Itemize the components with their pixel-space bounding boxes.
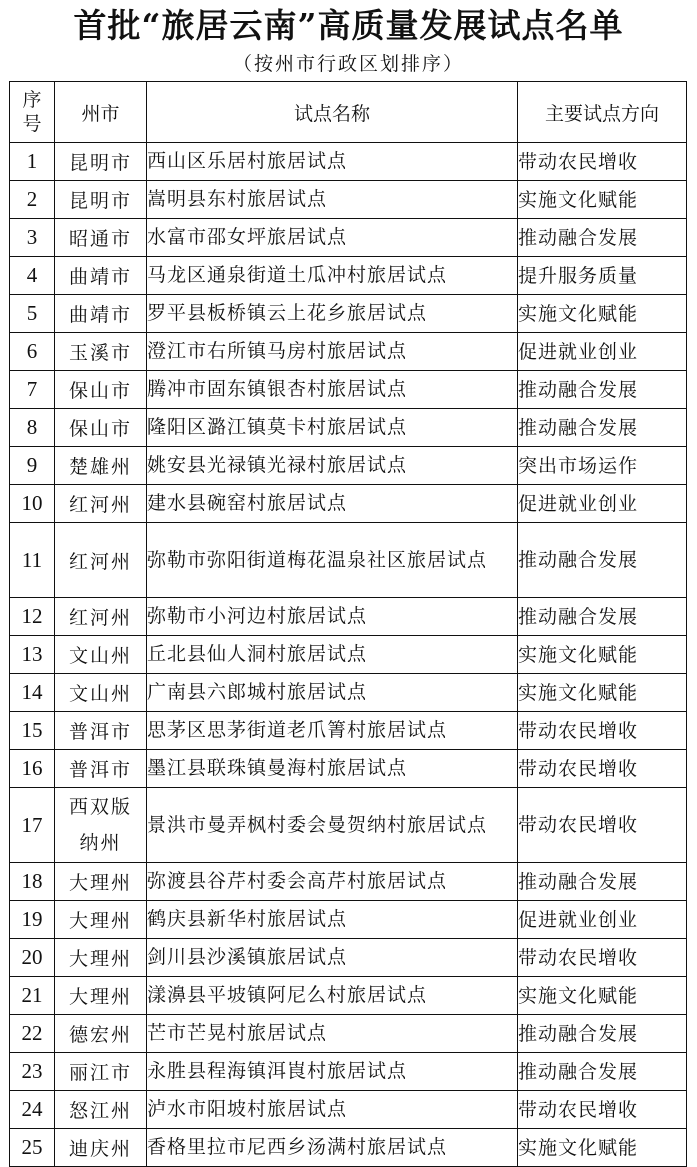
table-header-row — [10, 82, 687, 143]
cell-pilot-name: 隆阳区潞江镇莫卡村旅居试点 — [147, 409, 518, 447]
cell-serial-number: 17 — [10, 788, 55, 863]
cell-city-line1: 西双版 — [68, 796, 132, 818]
pilot-list-table — [9, 81, 687, 1167]
document-subtitle: （按州市行政区划排序） — [232, 53, 464, 75]
table-row — [10, 523, 687, 598]
cell-serial-number: 20 — [10, 939, 55, 977]
cell-city: 文山州 — [55, 636, 147, 674]
cell-direction: 实施文化赋能 — [518, 674, 687, 712]
header-serial-line1: 序 — [22, 89, 42, 111]
cell-serial-number: 6 — [10, 333, 55, 371]
cell-serial-number: 25 — [10, 1129, 55, 1167]
cell-city: 怒江州 — [55, 1091, 147, 1129]
cell-serial-number: 19 — [10, 901, 55, 939]
cell-direction: 带动农民增收 — [518, 750, 687, 788]
table-row — [10, 181, 687, 219]
cell-city: 德宏州 — [55, 1015, 147, 1053]
cell-direction: 实施文化赋能 — [518, 977, 687, 1015]
cell-direction: 实施文化赋能 — [518, 295, 687, 333]
cell-city: 红河州 — [55, 523, 147, 598]
cell-direction: 推动融合发展 — [518, 863, 687, 901]
cell-city: 大理州 — [55, 901, 147, 939]
cell-serial-number: 13 — [10, 636, 55, 674]
cell-city — [55, 788, 147, 863]
cell-city: 曲靖市 — [55, 295, 147, 333]
cell-serial-number: 18 — [10, 863, 55, 901]
cell-pilot-name: 香格里拉市尼西乡汤满村旅居试点 — [147, 1129, 518, 1167]
cell-direction: 突出市场运作 — [518, 447, 687, 485]
cell-pilot-name: 弥渡县谷芹村委会高芹村旅居试点 — [147, 863, 518, 901]
cell-direction: 带动农民增收 — [518, 788, 687, 863]
cell-direction: 带动农民增收 — [518, 1091, 687, 1129]
cell-serial-number: 7 — [10, 371, 55, 409]
cell-pilot-name: 剑川县沙溪镇旅居试点 — [147, 939, 518, 977]
cell-city: 楚雄州 — [55, 447, 147, 485]
table-row — [10, 409, 687, 447]
cell-city: 保山市 — [55, 371, 147, 409]
cell-serial-number: 16 — [10, 750, 55, 788]
table-row — [10, 598, 687, 636]
cell-serial-number: 3 — [10, 219, 55, 257]
cell-pilot-name: 弥勒市小河边村旅居试点 — [147, 598, 518, 636]
cell-city: 红河州 — [55, 485, 147, 523]
cell-city: 普洱市 — [55, 712, 147, 750]
cell-direction: 推动融合发展 — [518, 409, 687, 447]
cell-serial-number: 11 — [10, 523, 55, 598]
cell-city: 曲靖市 — [55, 257, 147, 295]
cell-city: 昭通市 — [55, 219, 147, 257]
cell-city: 红河州 — [55, 598, 147, 636]
table-row — [10, 447, 687, 485]
cell-serial-number: 15 — [10, 712, 55, 750]
cell-serial-number: 24 — [10, 1091, 55, 1129]
cell-direction: 推动融合发展 — [518, 598, 687, 636]
table-row — [10, 371, 687, 409]
cell-serial-number: 22 — [10, 1015, 55, 1053]
cell-city: 丽江市 — [55, 1053, 147, 1091]
cell-direction: 推动融合发展 — [518, 371, 687, 409]
table-row — [10, 977, 687, 1015]
cell-city-line2: 纳州 — [79, 832, 122, 854]
cell-direction: 实施文化赋能 — [518, 1129, 687, 1167]
cell-pilot-name: 腾冲市固东镇银杏村旅居试点 — [147, 371, 518, 409]
cell-pilot-name: 弥勒市弥阳街道梅花温泉社区旅居试点 — [147, 523, 518, 598]
table-row — [10, 485, 687, 523]
cell-pilot-name: 漾濞县平坡镇阿尼么村旅居试点 — [147, 977, 518, 1015]
cell-pilot-name: 泸水市阳坡村旅居试点 — [147, 1091, 518, 1129]
cell-pilot-name: 澄江市右所镇马房村旅居试点 — [147, 333, 518, 371]
table-body — [10, 143, 687, 1167]
cell-direction: 推动融合发展 — [518, 523, 687, 598]
table-row — [10, 143, 687, 181]
cell-serial-number: 9 — [10, 447, 55, 485]
table-row — [10, 1091, 687, 1129]
cell-serial-number: 1 — [10, 143, 55, 181]
document-title: 首批“旅居云南”高质量发展试点名单 — [73, 6, 624, 45]
cell-pilot-name: 姚安县光禄镇光禄村旅居试点 — [147, 447, 518, 485]
cell-city: 昆明市 — [55, 143, 147, 181]
cell-city: 普洱市 — [55, 750, 147, 788]
cell-city: 大理州 — [55, 977, 147, 1015]
table-row — [10, 1129, 687, 1167]
cell-pilot-name: 墨江县联珠镇曼海村旅居试点 — [147, 750, 518, 788]
table-row — [10, 257, 687, 295]
cell-pilot-name: 水富市邵女坪旅居试点 — [147, 219, 518, 257]
cell-serial-number: 12 — [10, 598, 55, 636]
cell-direction: 实施文化赋能 — [518, 181, 687, 219]
cell-pilot-name: 鹤庆县新华村旅居试点 — [147, 901, 518, 939]
cell-serial-number: 5 — [10, 295, 55, 333]
table-row — [10, 712, 687, 750]
cell-direction: 带动农民增收 — [518, 939, 687, 977]
header-pilot-name: 试点名称 — [147, 82, 518, 143]
header-serial-line2: 号 — [22, 113, 42, 135]
cell-serial-number: 8 — [10, 409, 55, 447]
cell-pilot-name: 芒市芒晃村旅居试点 — [147, 1015, 518, 1053]
cell-direction: 实施文化赋能 — [518, 636, 687, 674]
cell-pilot-name: 永胜县程海镇洱崀村旅居试点 — [147, 1053, 518, 1091]
cell-direction: 提升服务质量 — [518, 257, 687, 295]
cell-serial-number: 4 — [10, 257, 55, 295]
cell-pilot-name: 景洪市曼弄枫村委会曼贺纳村旅居试点 — [147, 788, 518, 863]
cell-direction: 带动农民增收 — [518, 712, 687, 750]
cell-serial-number: 14 — [10, 674, 55, 712]
cell-city: 大理州 — [55, 939, 147, 977]
cell-pilot-name: 嵩明县东村旅居试点 — [147, 181, 518, 219]
cell-serial-number: 21 — [10, 977, 55, 1015]
cell-city: 文山州 — [55, 674, 147, 712]
table-row — [10, 788, 687, 863]
header-direction: 主要试点方向 — [518, 82, 687, 143]
cell-pilot-name: 思茅区思茅街道老爪箐村旅居试点 — [147, 712, 518, 750]
cell-direction: 促进就业创业 — [518, 333, 687, 371]
cell-pilot-name: 罗平县板桥镇云上花乡旅居试点 — [147, 295, 518, 333]
table-row — [10, 939, 687, 977]
cell-direction: 促进就业创业 — [518, 485, 687, 523]
cell-city: 迪庆州 — [55, 1129, 147, 1167]
cell-serial-number: 2 — [10, 181, 55, 219]
cell-pilot-name: 丘北县仙人洞村旅居试点 — [147, 636, 518, 674]
table-row — [10, 901, 687, 939]
cell-direction: 推动融合发展 — [518, 1053, 687, 1091]
table-row — [10, 1015, 687, 1053]
cell-serial-number: 10 — [10, 485, 55, 523]
table-row — [10, 636, 687, 674]
cell-pilot-name: 广南县六郎城村旅居试点 — [147, 674, 518, 712]
cell-pilot-name: 马龙区通泉街道土瓜冲村旅居试点 — [147, 257, 518, 295]
cell-city: 大理州 — [55, 863, 147, 901]
table-row — [10, 219, 687, 257]
cell-city: 昆明市 — [55, 181, 147, 219]
cell-serial-number: 23 — [10, 1053, 55, 1091]
cell-direction: 推动融合发展 — [518, 1015, 687, 1053]
cell-direction: 促进就业创业 — [518, 901, 687, 939]
table-row — [10, 863, 687, 901]
cell-direction: 推动融合发展 — [518, 219, 687, 257]
cell-pilot-name: 西山区乐居村旅居试点 — [147, 143, 518, 181]
header-city: 州市 — [55, 82, 147, 143]
cell-city: 保山市 — [55, 409, 147, 447]
table-row — [10, 333, 687, 371]
table-row — [10, 1053, 687, 1091]
cell-pilot-name: 建水县碗窑村旅居试点 — [147, 485, 518, 523]
table-row — [10, 295, 687, 333]
table-row — [10, 750, 687, 788]
table-row — [10, 674, 687, 712]
header-serial-number — [10, 82, 55, 143]
cell-direction: 带动农民增收 — [518, 143, 687, 181]
cell-city: 玉溪市 — [55, 333, 147, 371]
